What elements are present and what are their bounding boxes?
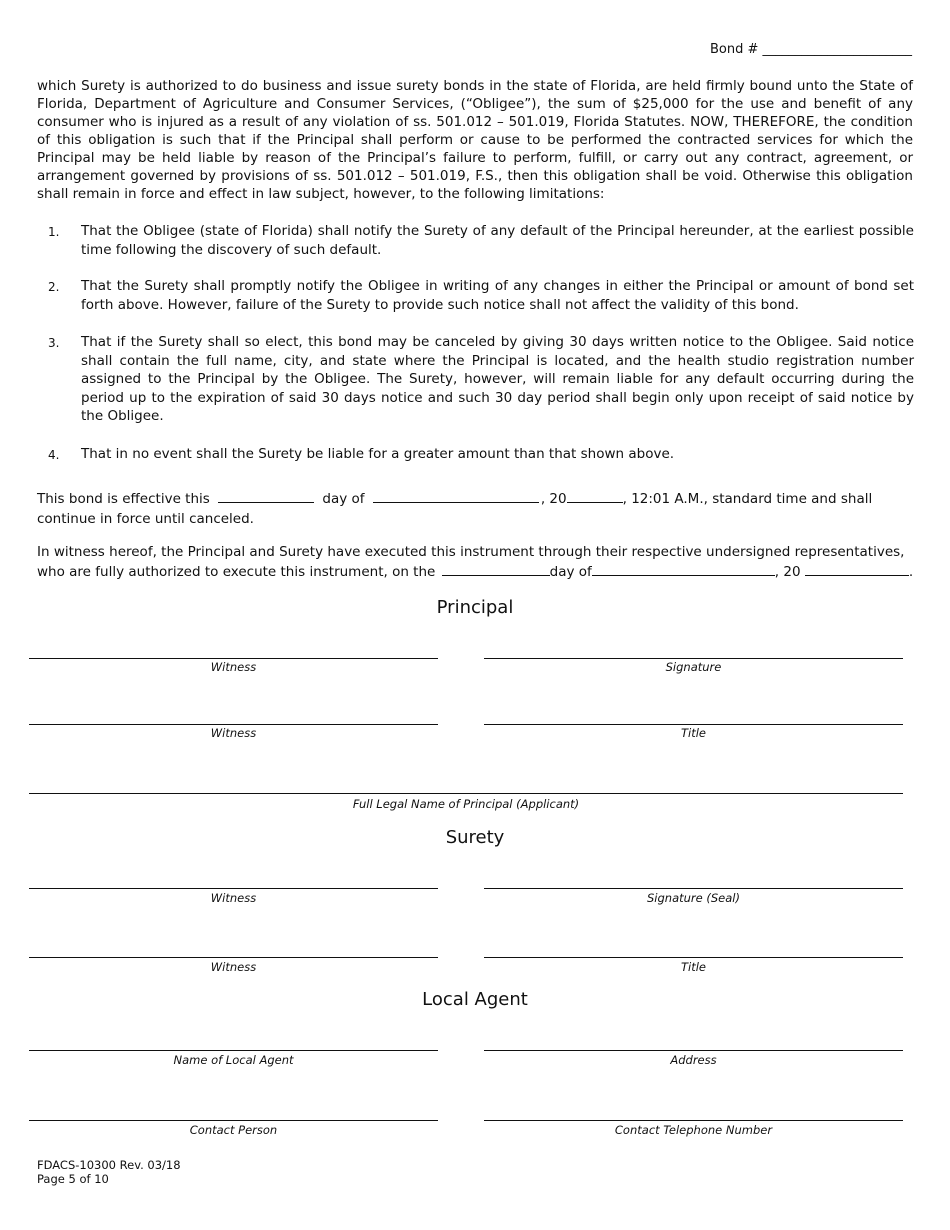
effective-date-statement xyxy=(37,488,917,529)
principal-signature-caption: Signature xyxy=(665,660,722,674)
effective-text: , 12:01 A.M., standard time and shall xyxy=(622,491,873,507)
local-agent-name-line[interactable] xyxy=(29,1050,438,1051)
witness-month-field[interactable] xyxy=(592,561,775,576)
surety-title-line[interactable] xyxy=(484,957,903,958)
principal-witness2-caption: Witness xyxy=(210,726,257,740)
surety-witness2-caption: Witness xyxy=(210,960,257,974)
local-agent-name-caption: Name of Local Agent xyxy=(173,1053,294,1067)
surety-signature-caption: Signature (Seal) xyxy=(647,891,740,905)
witness-text: . xyxy=(908,564,914,580)
surety-heading: Surety xyxy=(445,827,505,848)
principal-title-line[interactable] xyxy=(484,724,903,725)
witness-text: In witness hereof, the Principal and Surety have executed this instrument through their respective undersigned representatives, xyxy=(37,544,905,560)
local-agent-address-line[interactable] xyxy=(484,1050,903,1051)
limitation-number: 1. xyxy=(48,225,60,239)
effective-day-field[interactable] xyxy=(218,488,314,503)
effective-text: day of xyxy=(322,491,365,507)
limitation-number: 3. xyxy=(48,336,60,350)
surety-signature-line[interactable] xyxy=(484,888,903,889)
limitation-number: 2. xyxy=(48,280,60,294)
principal-witness2-line[interactable] xyxy=(29,724,438,725)
surety-witness1-caption: Witness xyxy=(210,891,257,905)
local-agent-heading: Local Agent xyxy=(422,989,528,1010)
limitation-text: That the Surety shall promptly notify the Obligee in writing of any changes in either the Principal or amount of bond set forth above. However, failure of the Surety to provide such notice shall not affect the validity of this bond. xyxy=(81,278,914,313)
limitation-item xyxy=(48,333,914,426)
witness-text: who are fully authorized to execute this instrument, on the xyxy=(37,564,436,580)
principal-heading: Principal xyxy=(436,597,514,618)
surety-witness1-line[interactable] xyxy=(29,888,438,889)
principal-signature-line[interactable] xyxy=(484,658,903,659)
page-number: Page 5 of 10 xyxy=(37,1172,109,1186)
effective-year-field[interactable] xyxy=(567,488,623,503)
witness-day-field[interactable] xyxy=(442,561,550,576)
principal-full-name-line[interactable] xyxy=(29,793,903,794)
surety-witness2-line[interactable] xyxy=(29,957,438,958)
bond-number-field: Bond # _______________________ xyxy=(709,42,912,57)
effective-month-field[interactable] xyxy=(373,488,539,503)
limitation-item xyxy=(48,445,914,464)
principal-witness1-line[interactable] xyxy=(29,658,438,659)
effective-text: , 20 xyxy=(540,491,567,507)
limitation-item xyxy=(48,222,914,259)
witness-text: , 20 xyxy=(774,564,801,580)
principal-witness1-caption: Witness xyxy=(210,660,257,674)
form-footer xyxy=(37,1158,181,1186)
limitation-text: That if the Surety shall so elect, this bond may be canceled by giving 30 days written notice to the Obligee. Said notice shall contain the full name, city, and state where the Principal is located, and the health studio registration number assigned to the Principal by the Obligee. The Surety, however, will remain liable for any default occurring during the period up to the expiration of said 30 days notice and such 30 day period shall begin only upon receipt of said notice by the Obligee. xyxy=(81,334,914,424)
limitation-text: That the Obligee (state of Florida) shall notify the Surety of any default of the Principal hereunder, at the earliest possible time following the discovery of such default. xyxy=(81,223,914,258)
contact-phone-line[interactable] xyxy=(484,1120,903,1121)
witness-statement xyxy=(37,543,917,581)
contact-phone-caption: Contact Telephone Number xyxy=(614,1123,773,1137)
local-agent-address-caption: Address xyxy=(670,1053,717,1067)
limitation-item xyxy=(48,277,914,314)
bond-intro-paragraph: which Surety is authorized to do business and issue surety bonds in the state of Florida, are held firmly bound unto the State of Florida, Department of Agriculture and Consumer Services, (“Obligee”), the sum of $25,000 for the use and benefit of any consumer who is injured as a result of any violation of ss. 501.012 – 501.019, Florida Statutes. NOW, THEREFORE, the condition of this obligation is such that if the Principal shall perform or cause to be performed the contracted services for which the Principal may be held liable by reason of the Principal’s failure to perform, fulfill, or carry out any contract, agreement, or arrangement governed by provisions of ss. 501.012 – 501.019, F.S., then this obligation shall be void. Otherwise this obligation shall remain in force and effect in law subject, however, to the following limitations: xyxy=(37,78,913,202)
limitation-text: That in no event shall the Surety be liable for a greater amount than that shown above. xyxy=(81,446,675,462)
surety-title-caption: Title xyxy=(681,960,706,974)
effective-text: continue in force until canceled. xyxy=(37,511,254,527)
witness-text: day of xyxy=(549,564,592,580)
form-number: FDACS-10300 Rev. 03/18 xyxy=(37,1158,181,1172)
witness-year-field[interactable] xyxy=(805,561,909,576)
principal-title-caption: Title xyxy=(681,726,706,740)
limitation-number: 4. xyxy=(48,448,60,462)
effective-text: This bond is effective this xyxy=(37,491,210,507)
principal-full-name-caption: Full Legal Name of Principal (Applicant) xyxy=(352,797,580,811)
contact-person-caption: Contact Person xyxy=(189,1123,278,1137)
contact-person-line[interactable] xyxy=(29,1120,438,1121)
